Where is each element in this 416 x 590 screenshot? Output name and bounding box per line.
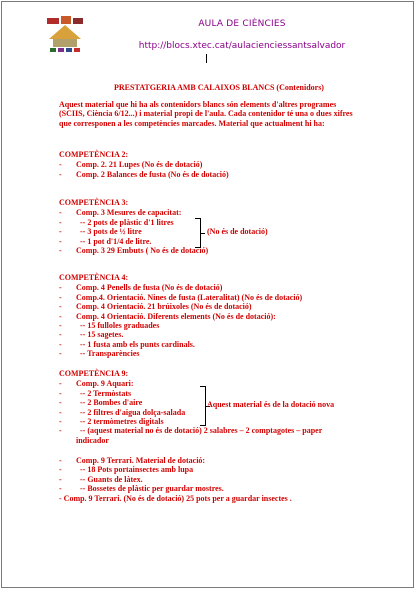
list-item: - -- Transparències bbox=[59, 349, 140, 359]
list-item: - -- 1 pot d'1/4 de litre. bbox=[59, 236, 152, 246]
list-item: - Comp. 9 Aquari: bbox=[59, 379, 134, 389]
list-item: - Comp. 4 Penells de fusta (No és de dotació) bbox=[59, 283, 223, 293]
list-item: - Comp. 3 Mesures de capacitat: bbox=[59, 208, 182, 218]
list-item: - Comp. 3 29 Embuts ( No és de dotació) bbox=[59, 246, 209, 256]
footer-line: - Comp. 9 Terrari. (No és de dotació) 25 pots per a guardar insectes . bbox=[59, 494, 292, 503]
section-heading: COMPETÈNCIA 9: bbox=[59, 369, 129, 378]
document-title: PRESTATGERIA AMB CALAIXOS BLANCS (Contenidors) bbox=[114, 83, 324, 92]
list-item: - -- 3 pots de ½ litre bbox=[59, 227, 142, 237]
section-competencia-9 bbox=[59, 369, 389, 445]
section-competencia-2 bbox=[59, 150, 389, 179]
list-item: - Comp. 2 Balances de fusta (No és de dotació) bbox=[59, 169, 229, 179]
list-item: - -- 2 Bombes d'aire bbox=[59, 398, 143, 408]
list-item: - Comp. 4 Orientació. Diferents elements (No és de dotació): bbox=[59, 311, 276, 321]
list-item: - -- 1 fusta amb els punts cardinals. bbox=[59, 339, 195, 349]
list-item: - Comp. 2. 21 Lupes (No és de dotació) bbox=[59, 160, 203, 170]
list-item: - -- Bossetes de plàstic per guardar mostres. bbox=[59, 484, 224, 494]
side-note: Aquest material és de la dotació nova bbox=[207, 400, 335, 409]
list-item: - -- 2 filtres d'aigua dolça-salada bbox=[59, 407, 186, 417]
list-item: indicador bbox=[76, 435, 109, 445]
section-heading: COMPETÈNCIA 4: bbox=[59, 273, 129, 282]
header-url[interactable]: http://blocs.xtec.cat/aulacienciessantsalvador bbox=[138, 41, 346, 51]
list-item: - -- 15 sagetes. bbox=[59, 330, 124, 340]
header-title: AULA DE CIÈNCIES bbox=[198, 19, 286, 29]
brace-bracket bbox=[200, 386, 206, 426]
text-cursor bbox=[206, 54, 207, 63]
list-item: - Comp. 9 Terrari. Material de dotació: bbox=[59, 456, 206, 465]
section-competencia-3 bbox=[59, 198, 389, 255]
list-item: - -- Guants de làtex. bbox=[59, 474, 143, 484]
list-item: - Comp. 4 Orientació. 21 brúixoles (No és de dotació) bbox=[59, 302, 252, 312]
section-terrari bbox=[59, 456, 389, 494]
list-item: - -- 18 Pots portainsectes amb lupa bbox=[59, 465, 194, 475]
side-note: (No és de dotació) bbox=[207, 227, 268, 236]
list-item: - -- (aquest material no és de dotació) 2 salabres – 2 comptagotes – paper bbox=[59, 426, 323, 436]
list-item: - -- 2 termòmetres digitals bbox=[59, 417, 164, 427]
list-item: - -- 2 Termòstats bbox=[59, 388, 132, 398]
section-heading: COMPETÈNCIA 3: bbox=[59, 198, 129, 207]
list-item: - -- 15 fulloles graduades bbox=[59, 321, 160, 331]
list-item: - Comp.4. Orientació. Nines de fusta (Lateralitat) (No és de dotació) bbox=[59, 292, 303, 302]
list-item: - -- 2 pots de plàstic d'1 litres bbox=[59, 217, 174, 227]
brace-bracket bbox=[195, 218, 201, 248]
section-heading: COMPETÈNCIA 2: bbox=[59, 150, 129, 159]
intro-paragraph: Aquest material que hi ha als contenidors blancs són elements d'altres programes (SCIIS, Ciència 6/12...) i material propi de l'aula. Cada contenidor té una o dues xifres que corresponen a les competències marcades. Material que actualment hi ha: bbox=[59, 100, 353, 128]
section-competencia-4 bbox=[59, 273, 389, 359]
